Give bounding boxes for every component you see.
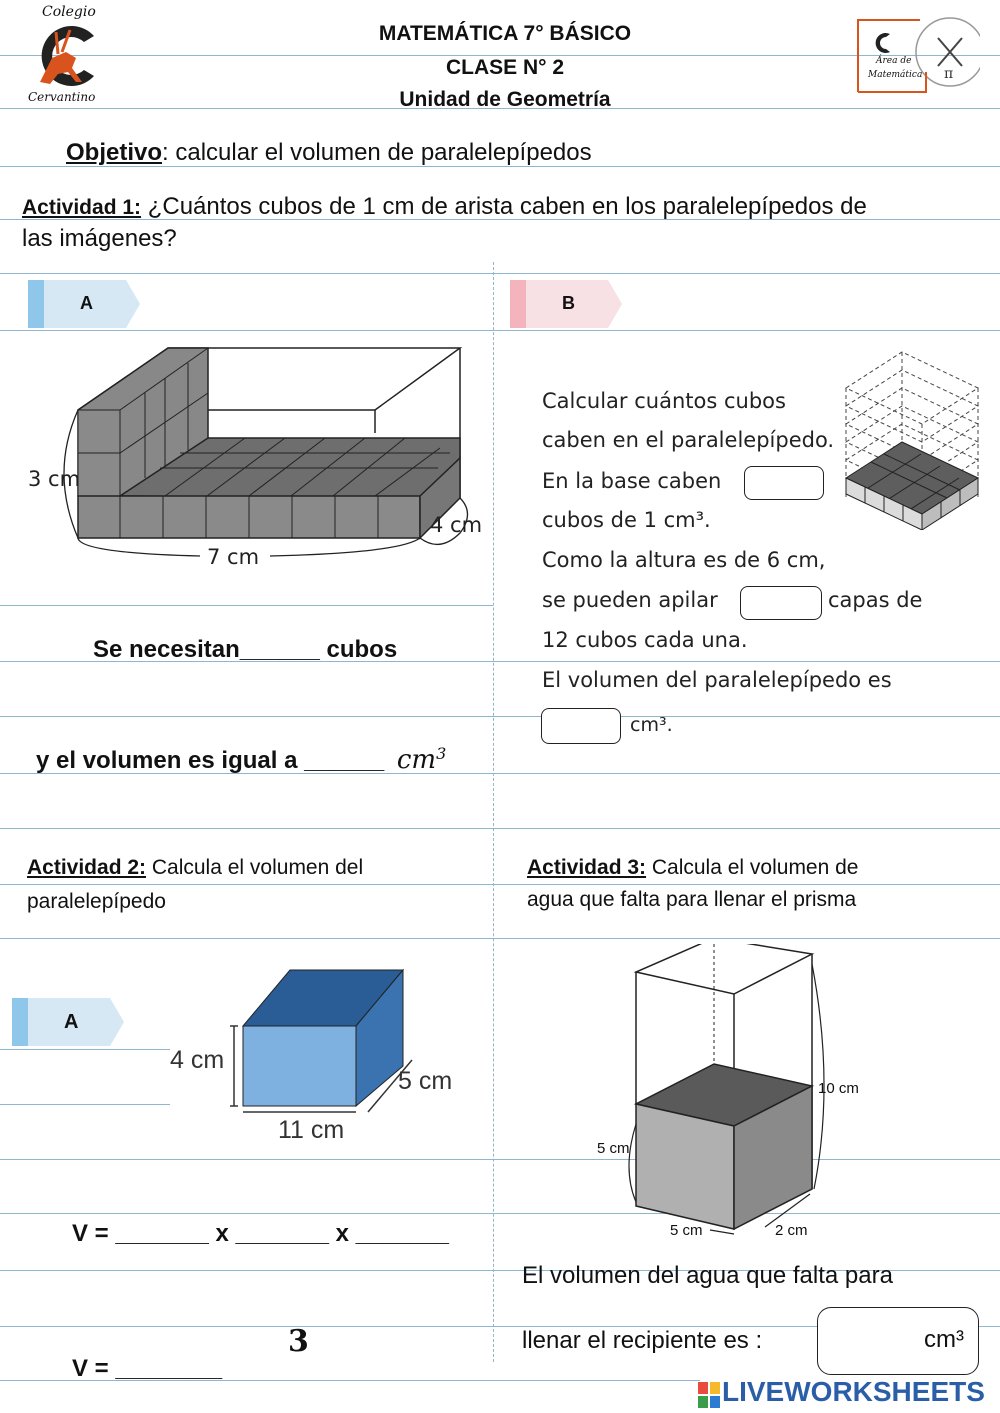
figure-3-prism <box>600 944 840 1244</box>
activity3-text1: Calcula el volumen de <box>646 856 859 879</box>
liveworksheets-logo <box>698 1378 998 1410</box>
b-line-7: capas de <box>828 588 923 612</box>
activity3-heading <box>527 856 947 880</box>
knight-emblem-icon <box>32 22 102 90</box>
b-volume-input[interactable] <box>541 708 621 744</box>
objective-text: : calcular el volumen de paralelepípedos <box>162 139 592 166</box>
answer-a-unit: cm <box>396 745 437 775</box>
fig3-depth-label: 2 cm <box>775 1222 808 1239</box>
activity3-label: Actividad 3: <box>527 856 647 879</box>
logo-top-text: Colegio <box>42 4 96 20</box>
b-line-2: caben en el paralelepípedo. <box>542 428 835 452</box>
figure-b-prism <box>842 348 982 530</box>
fig-a-depth-label: 4 cm <box>430 513 483 537</box>
math-logo-text2: Matemática <box>868 70 923 80</box>
tab-b-label: B <box>562 293 575 313</box>
fig-a-height-label: 3 cm <box>28 467 81 491</box>
liveworksheets-text: LIVEWORKSHEETS <box>722 1376 985 1407</box>
answer-a-unit-exp: 3 <box>436 744 447 763</box>
b-layers-input[interactable] <box>740 586 822 620</box>
math-logo-text1: Área de <box>876 56 912 66</box>
b-line-1: Calcular cuántos cubos <box>542 389 786 413</box>
math-logo-icon <box>850 12 980 98</box>
tab-a-label: A <box>80 293 93 313</box>
fig2-height-label: 4 cm <box>170 1046 225 1074</box>
b-line-5: Como la altura es de 6 cm, <box>542 548 826 572</box>
activity2-tab-label: A <box>64 1011 79 1033</box>
liveworksheets-icon <box>698 1382 720 1408</box>
fig-a-length-label: 7 cm <box>207 545 260 569</box>
activity3-text2: agua que falta para llenar el prisma <box>527 888 857 911</box>
activity3-answer2: llenar el recipiente es : <box>522 1327 763 1354</box>
b-line-4: cubos de 1 cm³. <box>542 508 711 532</box>
activity3-answer1: El volumen del agua que falta para <box>522 1262 893 1289</box>
activity3-volume-input[interactable] <box>817 1307 979 1375</box>
b-line-8: 12 cubos cada una. <box>542 628 748 652</box>
fig2-length-label: 11 cm <box>278 1116 345 1144</box>
class-number: CLASE N° 2 <box>445 56 565 79</box>
volume-result: V = ________ <box>72 1355 223 1382</box>
b-line-10: cm³. <box>630 714 673 736</box>
math-area-logo <box>850 12 980 98</box>
unit-title: Unidad de Geometría <box>399 88 611 111</box>
activity2-text1: Calcula el volumen del <box>146 856 364 879</box>
activity2-heading <box>27 856 447 880</box>
logo-bottom-text: Cervantino <box>28 90 96 104</box>
activity2-tab-a <box>12 998 124 1046</box>
tab-a <box>28 280 140 328</box>
fig2-depth-label: 5 cm <box>398 1067 453 1095</box>
school-logo-left <box>28 4 108 108</box>
b-line-6: se pueden apilar <box>542 588 718 612</box>
answer-a-volume <box>36 744 446 775</box>
page-title: MATEMÁTICA 7° BÁSICO <box>378 22 632 45</box>
answer-a-cubes: Se necesitan______ cubos <box>93 636 398 663</box>
figure-a-cubes <box>20 338 490 578</box>
fig3-height-label: 10 cm <box>818 1080 859 1097</box>
objective <box>66 139 592 167</box>
answer-a-volume-text: y el volumen es igual a ______ <box>36 747 385 774</box>
activity1-text2: las imágenes? <box>22 225 177 252</box>
fig3-width-label: 5 cm <box>670 1222 703 1239</box>
activity1-question <box>22 193 982 221</box>
objective-label: Objetivo <box>66 139 163 166</box>
activity2-text2: paralelepípedo <box>27 890 166 913</box>
fig3-water-label: 5 cm <box>597 1140 630 1157</box>
svg-text:π: π <box>944 66 954 82</box>
b-base-cubes-input[interactable] <box>744 466 824 500</box>
activity2-label: Actividad 2: <box>27 856 147 879</box>
activity1-label: Actividad 1: <box>22 196 142 219</box>
activity3-unit: cm³ <box>924 1326 964 1353</box>
activity1-text: ¿Cuántos cubos de 1 cm de arista caben en los paralelepípedos de <box>141 193 867 220</box>
volume-formula: V = _______ x _______ x _______ <box>72 1220 450 1247</box>
b-line-3: En la base caben <box>542 469 722 493</box>
figure-2-box <box>228 966 418 1116</box>
tab-b <box>510 280 622 328</box>
b-line-9: El volumen del paralelepípedo es <box>542 668 892 692</box>
page-number: 3 <box>288 1324 309 1359</box>
